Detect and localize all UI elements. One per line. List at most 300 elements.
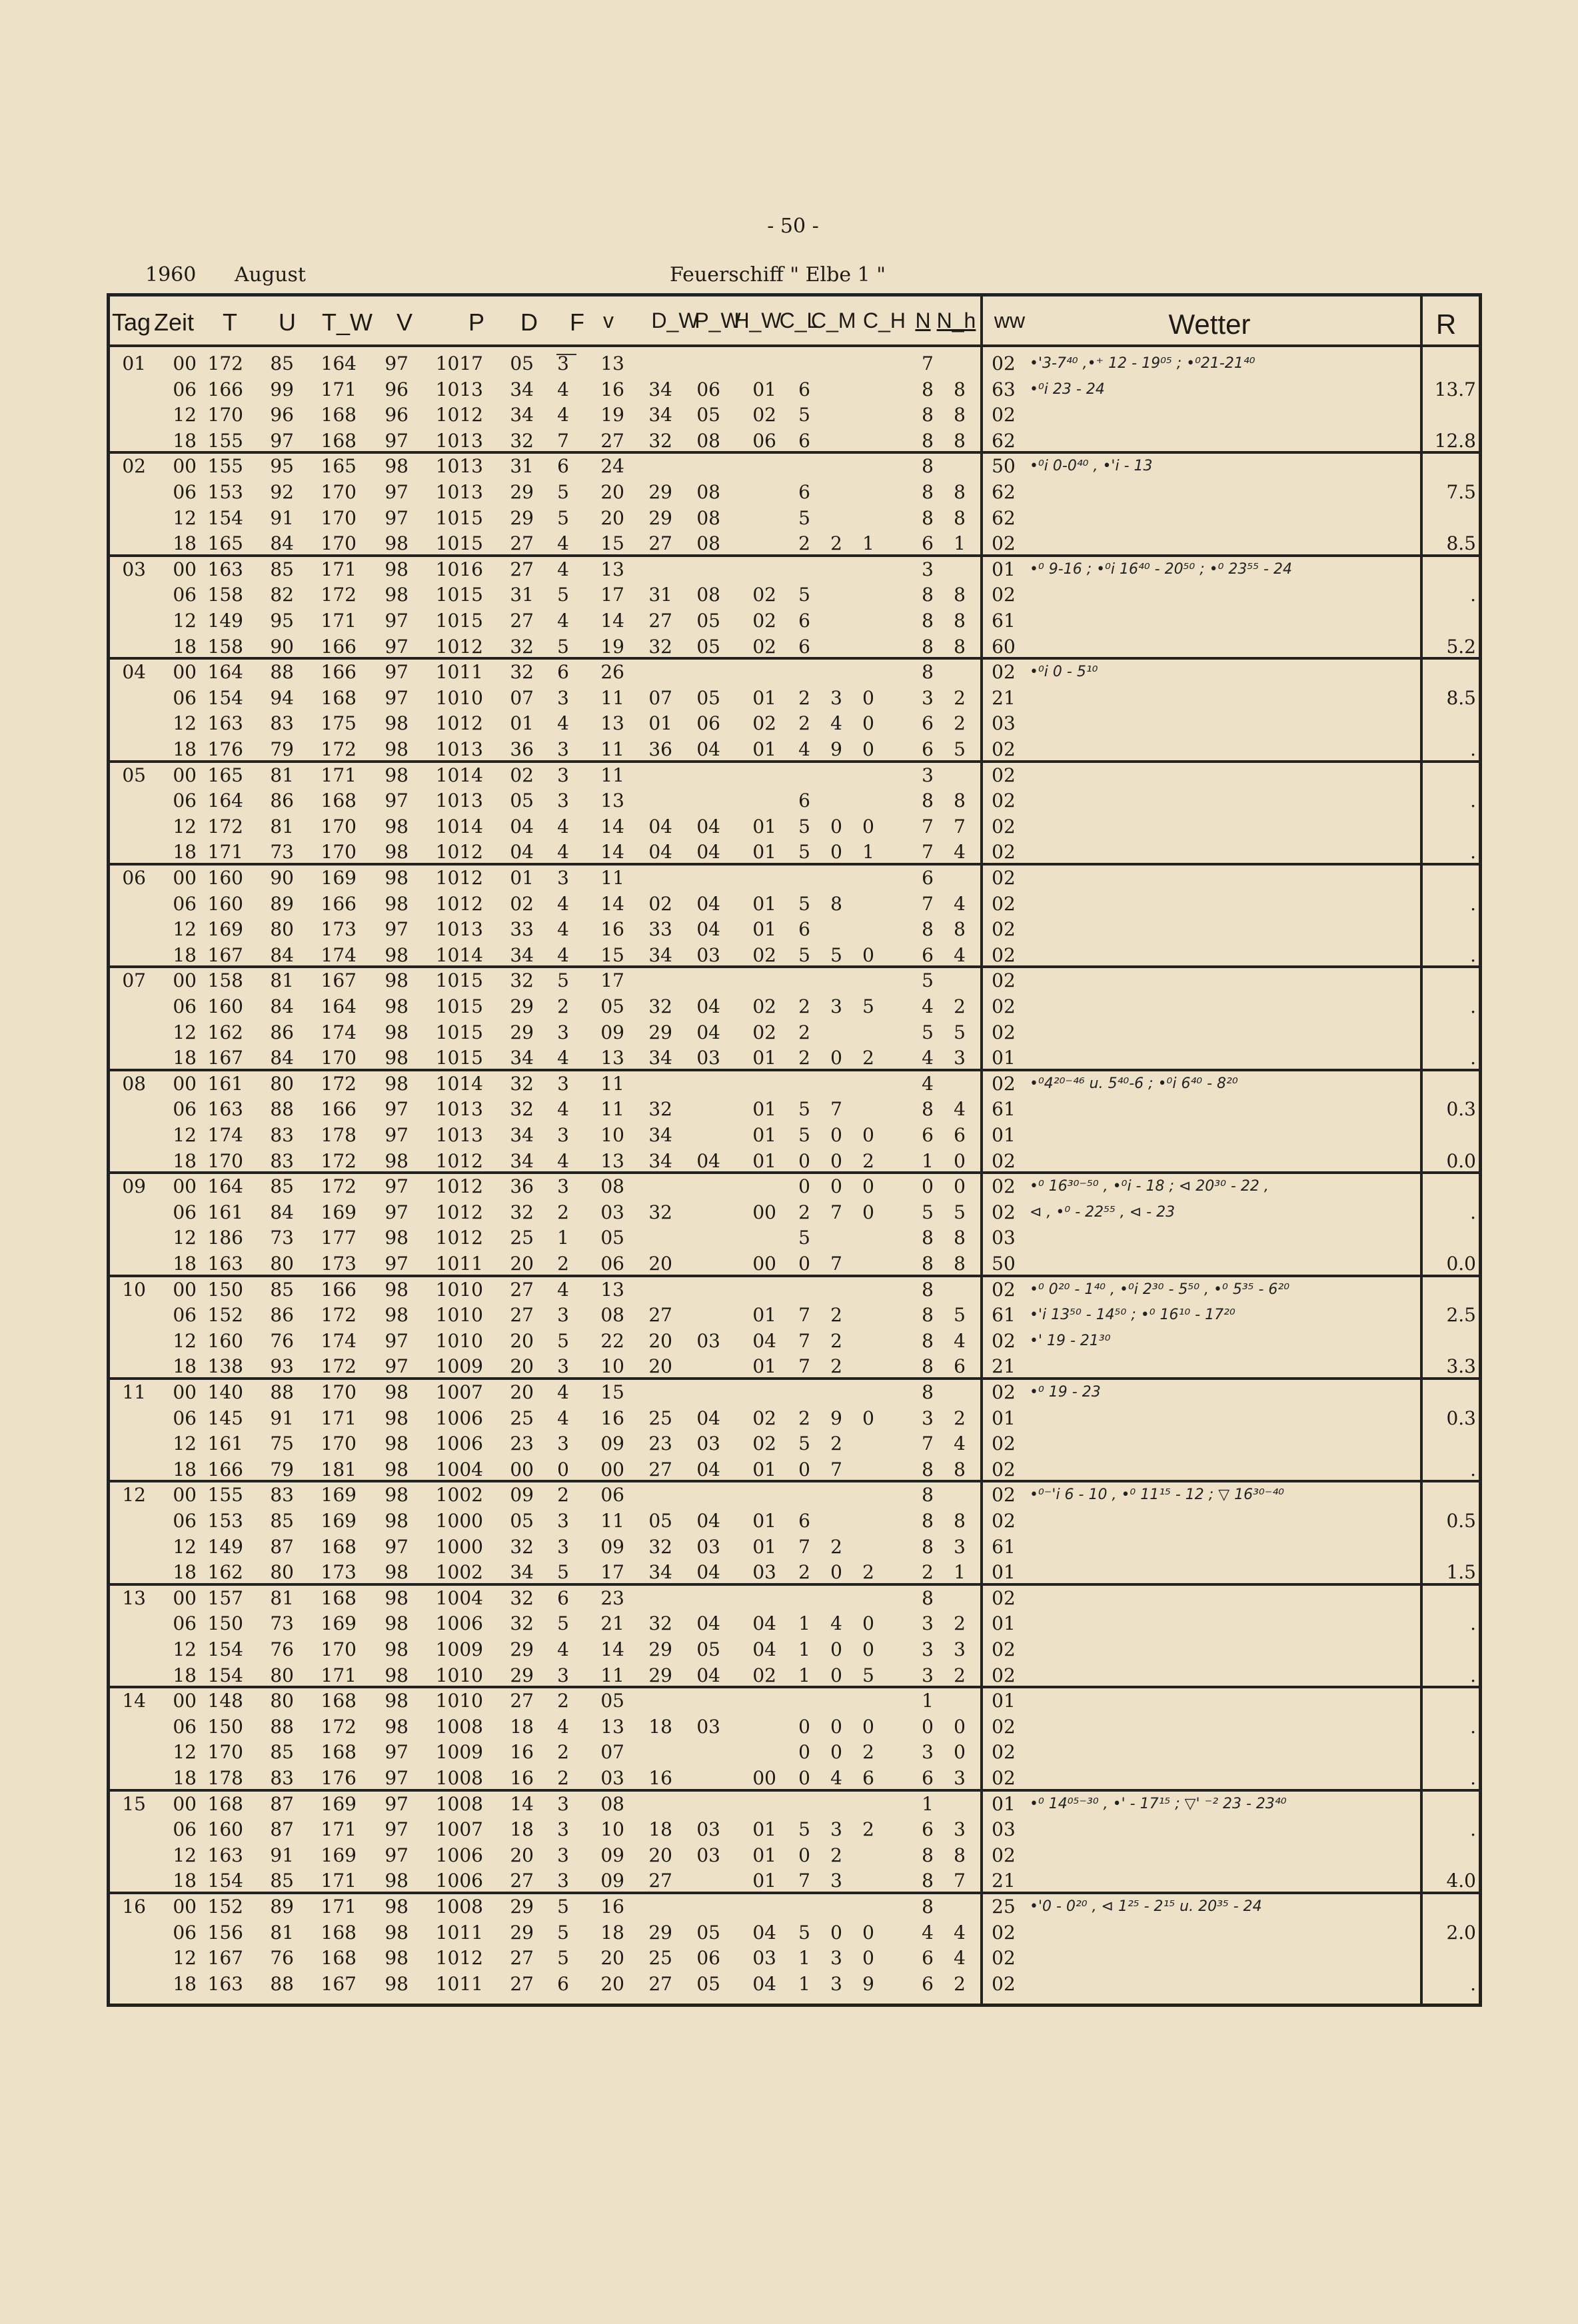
cell-pw: 03 (696, 1844, 720, 1866)
cell-v: 20 (600, 1972, 624, 1995)
cell-t: 153 (207, 1510, 243, 1532)
cell-vis: 98 (385, 943, 408, 966)
cell-f: 4 (557, 1715, 569, 1738)
cell-hw: 03 (752, 1561, 776, 1584)
cell-t: 156 (207, 1921, 243, 1944)
cell-zeit: 06 (173, 1612, 197, 1635)
table-row (110, 1611, 1479, 1636)
col-header-ww: ww (994, 308, 1026, 332)
cell-d: 16 (510, 1767, 534, 1789)
table-row (110, 1637, 1479, 1662)
cell-tw: 168 (321, 404, 357, 426)
cell-d: 27 (510, 1278, 534, 1301)
cell-p: 1015 (435, 584, 483, 606)
cell-cl: 6 (798, 1510, 810, 1532)
cell-p: 1009 (435, 1741, 483, 1764)
col-header-r: R (1435, 308, 1457, 340)
table-row (110, 1714, 1479, 1740)
cell-r: 8.5 (1446, 532, 1476, 555)
cell-u: 86 (270, 790, 294, 812)
cell-dw: 23 (648, 1433, 672, 1455)
cell-nh: 8 (954, 584, 966, 606)
cell-hw: 02 (752, 995, 776, 1017)
cell-tw: 177 (321, 1227, 357, 1249)
cell-vis: 98 (385, 1072, 408, 1095)
table-row (110, 866, 1479, 891)
cell-t: 163 (207, 1844, 243, 1866)
cell-r: . (1470, 1612, 1476, 1635)
cell-vis: 97 (385, 790, 408, 812)
cell-vis: 97 (385, 1201, 408, 1223)
cell-u: 81 (270, 815, 294, 838)
cell-vis: 98 (385, 1690, 408, 1712)
cell-u: 81 (270, 969, 294, 992)
cell-cl: 0 (798, 1741, 810, 1764)
cell-dw: 27 (648, 1458, 672, 1480)
cell-vis: 97 (385, 610, 408, 632)
cell-u: 83 (270, 1124, 294, 1146)
cell-n: 6 (922, 1818, 934, 1841)
cell-f: 4 (557, 532, 569, 555)
cell-f: 6 (557, 1586, 569, 1609)
cell-tw: 174 (321, 943, 357, 966)
cell-ww: 02 (992, 815, 1016, 838)
cell-tw: 169 (321, 1484, 357, 1506)
cell-v: 14 (600, 815, 624, 838)
cell-cm: 3 (830, 1947, 842, 1970)
cell-v: 11 (600, 1510, 624, 1532)
cell-p: 1013 (435, 790, 483, 812)
header-rule (110, 344, 1479, 347)
cell-hw: 01 (752, 1355, 776, 1378)
cell-d: 29 (510, 1921, 534, 1944)
cell-r: . (1470, 1201, 1476, 1223)
cell-t: 152 (207, 1896, 243, 1918)
cell-u: 87 (270, 1535, 294, 1558)
cell-d: 20 (510, 1844, 534, 1866)
cell-t: 152 (207, 1304, 243, 1327)
cell-f: 4 (557, 1047, 569, 1069)
cell-tag: 05 (122, 764, 146, 786)
cell-n: 4 (922, 1047, 934, 1069)
cell-v: 21 (600, 1612, 624, 1635)
cell-zeit: 18 (173, 841, 197, 864)
cell-t: 167 (207, 1947, 243, 1970)
cell-cl: 5 (798, 1921, 810, 1944)
table-row (110, 1766, 1479, 1791)
cell-dw: 27 (648, 1870, 672, 1892)
cell-hw: 01 (752, 1510, 776, 1532)
cell-zeit: 18 (173, 1355, 197, 1378)
cell-p: 1011 (435, 1972, 483, 1995)
cell-hw: 01 (752, 918, 776, 941)
cell-f: 4 (557, 610, 569, 632)
cell-pw: 08 (696, 429, 720, 452)
cell-u: 76 (270, 1638, 294, 1660)
cell-p: 1010 (435, 1278, 483, 1301)
cell-nh: 8 (954, 1458, 966, 1480)
cell-dw: 18 (648, 1818, 672, 1841)
cell-zeit: 12 (173, 1021, 197, 1043)
cell-nh: 8 (954, 429, 966, 452)
table-row (110, 1508, 1479, 1534)
cell-nh: 6 (954, 1355, 966, 1378)
cell-d: 32 (510, 1586, 534, 1609)
cell-n: 8 (922, 1329, 934, 1352)
cell-r: . (1470, 1972, 1476, 1995)
cell-u: 91 (270, 1407, 294, 1429)
cell-tw: 174 (321, 1021, 357, 1043)
cell-v: 11 (600, 1098, 624, 1121)
cell-dw: 04 (648, 815, 672, 838)
cell-tag: 14 (122, 1690, 146, 1712)
cell-u: 83 (270, 1767, 294, 1789)
cell-vis: 97 (385, 1741, 408, 1764)
cell-d: 29 (510, 481, 534, 503)
cell-d: 25 (510, 1407, 534, 1429)
cell-t: 149 (207, 610, 243, 632)
cell-pw: 04 (696, 1021, 720, 1043)
cell-u: 85 (270, 1510, 294, 1532)
cell-t: 176 (207, 738, 243, 760)
cell-pw: 05 (696, 686, 720, 709)
cell-t: 167 (207, 943, 243, 966)
cell-cm: 0 (830, 1149, 842, 1172)
cell-zeit: 00 (173, 1381, 197, 1403)
cell-ch: 0 (862, 1612, 874, 1635)
cell-u: 85 (270, 558, 294, 580)
cell-p: 1012 (435, 1947, 483, 1970)
cell-zeit: 18 (173, 1664, 197, 1686)
cell-v: 14 (600, 892, 624, 915)
cell-r: 5.2 (1446, 635, 1476, 658)
cell-p: 1013 (435, 455, 483, 478)
cell-t: 138 (207, 1355, 243, 1378)
cell-p: 1013 (435, 481, 483, 503)
cell-wetter: •' 19 - 21³⁰ (1030, 1332, 1111, 1349)
cell-u: 88 (270, 1972, 294, 1995)
cell-hw: 02 (752, 635, 776, 658)
cell-tw: 167 (321, 1972, 357, 1995)
cell-v: 09 (600, 1021, 624, 1043)
cell-f: 3 (557, 686, 569, 709)
cell-ww: 02 (992, 943, 1016, 966)
cell-pw: 04 (696, 1664, 720, 1686)
cell-p: 1000 (435, 1510, 483, 1532)
cell-v: 13 (600, 1278, 624, 1301)
cell-v: 16 (600, 918, 624, 941)
cell-cm: 3 (830, 686, 842, 709)
cell-d: 02 (510, 764, 534, 786)
cell-u: 83 (270, 1149, 294, 1172)
cell-cm: 2 (830, 1355, 842, 1378)
cell-n: 5 (922, 969, 934, 992)
cell-wetter: •⁰4²⁰⁻⁴⁶ u. 5⁴⁰-6 ; •⁰i 6⁴⁰ - 8²⁰ (1030, 1075, 1238, 1092)
cell-tw: 181 (321, 1458, 357, 1480)
cell-n: 3 (922, 764, 934, 786)
cell-hw: 00 (752, 1253, 776, 1275)
cell-ww: 50 (992, 455, 1016, 478)
cell-wetter: •⁰i 0-0⁴⁰ , •'i - 13 (1030, 458, 1153, 475)
cell-nh: 8 (954, 918, 966, 941)
cell-vis: 98 (385, 1947, 408, 1970)
cell-cm: 5 (830, 943, 842, 966)
cell-d: 34 (510, 1124, 534, 1146)
cell-dw: 32 (648, 1201, 672, 1223)
cell-u: 88 (270, 661, 294, 684)
cell-n: 0 (922, 1175, 934, 1198)
cell-cl: 1 (798, 1972, 810, 1995)
cell-dw: 34 (648, 1149, 672, 1172)
cell-tw: 170 (321, 1638, 357, 1660)
cell-cl: 0 (798, 1175, 810, 1198)
cell-ww: 02 (992, 1586, 1016, 1609)
cell-hw: 06 (752, 429, 776, 452)
cell-nh: 5 (954, 738, 966, 760)
cell-tw: 169 (321, 1510, 357, 1532)
cell-vis: 98 (385, 969, 408, 992)
cell-cl: 2 (798, 1407, 810, 1429)
cell-ww: 02 (992, 1072, 1016, 1095)
table-row (110, 480, 1479, 505)
cell-dw: 20 (648, 1253, 672, 1275)
cell-t: 155 (207, 455, 243, 478)
cell-n: 7 (922, 892, 934, 915)
cell-u: 86 (270, 1304, 294, 1327)
cell-nh: 2 (954, 1664, 966, 1686)
cell-pw: 03 (696, 1433, 720, 1455)
cell-t: 167 (207, 1047, 243, 1069)
cell-tw: 168 (321, 429, 357, 452)
cell-cm: 0 (830, 1921, 842, 1944)
cell-dw: 29 (648, 506, 672, 529)
cell-f: 2 (557, 1741, 569, 1764)
cell-ww: 02 (992, 969, 1016, 992)
cell-d: 05 (510, 1510, 534, 1532)
cell-cl: 2 (798, 686, 810, 709)
cell-d: 32 (510, 1201, 534, 1223)
cell-tw: 171 (321, 1870, 357, 1892)
cell-pw: 08 (696, 584, 720, 606)
cell-n: 8 (922, 1870, 934, 1892)
cell-p: 1015 (435, 995, 483, 1017)
cell-tw: 169 (321, 1201, 357, 1223)
cell-f: 3 (557, 1021, 569, 1043)
cell-ch: 0 (862, 1638, 874, 1660)
cell-zeit: 18 (173, 429, 197, 452)
cell-cl: 6 (798, 378, 810, 400)
table-row (110, 506, 1479, 531)
cell-nh: 8 (954, 378, 966, 400)
cell-r: . (1470, 841, 1476, 864)
cell-n: 7 (922, 841, 934, 864)
cell-p: 1012 (435, 712, 483, 735)
cell-n: 1 (922, 1149, 934, 1172)
cell-v: 13 (600, 558, 624, 580)
cell-cl: 5 (798, 892, 810, 915)
cell-pw: 05 (696, 1921, 720, 1944)
cell-nh: 5 (954, 1021, 966, 1043)
cell-d: 04 (510, 815, 534, 838)
cell-v: 20 (600, 1947, 624, 1970)
cell-r: . (1470, 1818, 1476, 1841)
cell-n: 6 (922, 1767, 934, 1789)
cell-n: 6 (922, 1947, 934, 1970)
cell-v: 13 (600, 1149, 624, 1172)
cell-nh: 7 (954, 1870, 966, 1892)
cell-hw: 00 (752, 1767, 776, 1789)
cell-tw: 166 (321, 1098, 357, 1121)
cell-tw: 168 (321, 1535, 357, 1558)
cell-hw: 02 (752, 584, 776, 606)
cell-u: 89 (270, 1896, 294, 1918)
cell-hw: 01 (752, 815, 776, 838)
table-row (110, 968, 1479, 993)
cell-n: 8 (922, 584, 934, 606)
cell-tw: 168 (321, 686, 357, 709)
cell-tw: 172 (321, 1149, 357, 1172)
cell-v: 03 (600, 1201, 624, 1223)
cell-wetter: •⁰i 23 - 24 (1030, 380, 1105, 398)
cell-f: 3 (557, 1844, 569, 1866)
cell-f: 4 (557, 558, 569, 580)
cell-f: 3 (557, 1304, 569, 1327)
cell-n: 6 (922, 532, 934, 555)
cell-cl: 2 (798, 1201, 810, 1223)
cell-v: 11 (600, 764, 624, 786)
cell-ch: 2 (862, 1149, 874, 1172)
cell-hw: 01 (752, 378, 776, 400)
cell-wetter: •⁰ 14⁰⁵⁻³⁰ , •' - 17¹⁵ ; ▽' ⁻² 23 - 23⁴⁰ (1030, 1795, 1287, 1812)
cell-vis: 98 (385, 1278, 408, 1301)
cell-nh: 8 (954, 1227, 966, 1249)
cell-cl: 6 (798, 429, 810, 452)
cell-u: 85 (270, 1278, 294, 1301)
cell-vis: 98 (385, 584, 408, 606)
cell-v: 16 (600, 1896, 624, 1918)
cell-cm: 2 (830, 532, 842, 555)
cell-pw: 05 (696, 1972, 720, 1995)
cell-p: 1006 (435, 1407, 483, 1429)
cell-vis: 97 (385, 918, 408, 941)
cell-ww: 02 (992, 352, 1016, 374)
cell-n: 7 (922, 815, 934, 838)
cell-cl: 2 (798, 1021, 810, 1043)
cell-ww: 02 (992, 738, 1016, 760)
cell-u: 79 (270, 1458, 294, 1480)
cell-d: 29 (510, 1021, 534, 1043)
cell-d: 20 (510, 1381, 534, 1403)
cell-t: 163 (207, 1098, 243, 1121)
cell-cl: 1 (798, 1947, 810, 1970)
cell-dw: 33 (648, 918, 672, 941)
cell-vis: 98 (385, 712, 408, 735)
cell-p: 1008 (435, 1896, 483, 1918)
cell-nh: 3 (954, 1767, 966, 1789)
cell-n: 3 (922, 686, 934, 709)
cell-n: 8 (922, 404, 934, 426)
cell-ch: 0 (862, 738, 874, 760)
cell-cl: 7 (798, 1304, 810, 1327)
cell-d: 32 (510, 635, 534, 658)
cell-ch: 0 (862, 686, 874, 709)
cell-r: . (1470, 892, 1476, 915)
cell-zeit: 12 (173, 1638, 197, 1660)
cell-n: 8 (922, 1896, 934, 1918)
cell-cl: 2 (798, 1047, 810, 1069)
cell-f: 3 (557, 790, 569, 812)
cell-hw: 01 (752, 1458, 776, 1480)
cell-p: 1015 (435, 610, 483, 632)
cell-dw: 34 (648, 378, 672, 400)
cell-tw: 172 (321, 738, 357, 760)
cell-zeit: 00 (173, 1175, 197, 1198)
cell-ww: 21 (992, 1870, 1016, 1892)
cell-ch: 1 (862, 841, 874, 864)
table-row (110, 1071, 1479, 1097)
cell-dw: 01 (648, 712, 672, 735)
cell-vis: 97 (385, 1124, 408, 1146)
cell-cm: 2 (830, 1535, 842, 1558)
cell-u: 99 (270, 378, 294, 400)
cell-d: 27 (510, 1947, 534, 1970)
cell-d: 36 (510, 1175, 534, 1198)
cell-p: 1015 (435, 969, 483, 992)
cell-f: 3 (557, 867, 569, 889)
cell-ww: 02 (992, 1510, 1016, 1532)
cell-d: 34 (510, 378, 534, 400)
cell-r: . (1470, 1664, 1476, 1686)
cell-t: 171 (207, 841, 243, 864)
cell-ww: 01 (992, 1047, 1016, 1069)
cell-f: 5 (557, 1329, 569, 1352)
col-header-wetter: Wetter (1168, 308, 1251, 340)
cell-p: 1013 (435, 918, 483, 941)
table-row (110, 1534, 1479, 1560)
cell-pw: 06 (696, 1947, 720, 1970)
cell-v: 19 (600, 404, 624, 426)
cell-pw: 03 (696, 1715, 720, 1738)
cell-u: 93 (270, 1355, 294, 1378)
cell-ch: 9 (862, 1972, 874, 1995)
cell-n: 3 (922, 1638, 934, 1660)
cell-pw: 08 (696, 532, 720, 555)
cell-zeit: 00 (173, 867, 197, 889)
cell-nh: 4 (954, 1921, 966, 1944)
cell-nh: 4 (954, 892, 966, 915)
cell-tw: 175 (321, 712, 357, 735)
cell-ch: 2 (862, 1818, 874, 1841)
table-row (110, 1020, 1479, 1045)
cell-t: 145 (207, 1407, 243, 1429)
cell-f: 4 (557, 918, 569, 941)
cell-r: 0.0 (1446, 1149, 1476, 1172)
cell-cl: 5 (798, 584, 810, 606)
cell-vis: 97 (385, 1792, 408, 1815)
cell-zeit: 00 (173, 661, 197, 684)
cell-tw: 166 (321, 1278, 357, 1301)
cell-hw: 01 (752, 738, 776, 760)
cell-nh: 3 (954, 1818, 966, 1841)
cell-v: 19 (600, 635, 624, 658)
cell-ww: 02 (992, 1638, 1016, 1660)
cell-t: 149 (207, 1535, 243, 1558)
cell-u: 73 (270, 1612, 294, 1635)
cell-tag: 03 (122, 558, 146, 580)
cell-zeit: 12 (173, 1227, 197, 1249)
cell-cm: 0 (830, 1715, 842, 1738)
table-row (110, 1149, 1479, 1174)
